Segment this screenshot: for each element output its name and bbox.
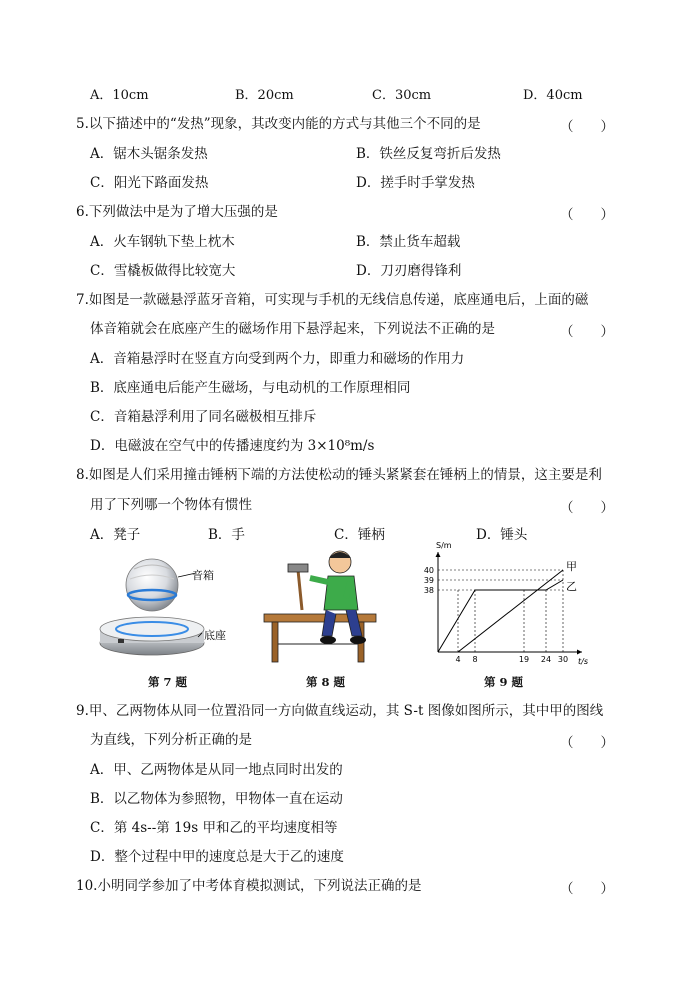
q5-answer-paren: （ ） — [560, 119, 614, 135]
q7-option-c: C．音箱悬浮利用了同名磁极相互排斥 — [90, 409, 317, 425]
figure-9-st-chart — [418, 540, 596, 668]
figure-7-caption: 第 7 题 — [148, 675, 188, 689]
q9-stem-line1: 9.甲、乙两物体从同一位置沿同一方向做直线运动，其 S-t 图像如图所示，其中甲的图线 — [76, 703, 604, 719]
series-line-1 — [458, 570, 563, 652]
man-icon — [310, 551, 366, 644]
q8-option-b: B．手 — [208, 527, 245, 543]
q7-stem-line1: 7.如图是一款磁悬浮蓝牙音箱，可实现与手机的无线信息传递，底座通电后，上面的磁 — [76, 292, 589, 308]
series-line-2 — [438, 580, 563, 652]
q7-option-d: D．电磁波在空气中的传播速度约为 3×10⁸m/s — [90, 438, 375, 454]
q9-option-d: D．整个过程中甲的速度总是大于乙的速度 — [90, 849, 344, 865]
q8-stem-line2: 用了下列哪一个物体有惯性 — [90, 497, 252, 513]
figure-7-maglev-speaker — [92, 555, 252, 670]
speaker-base-icon — [100, 617, 204, 655]
q8-option-c: C．锤柄 — [334, 527, 385, 543]
q6-option-a: A．火车钢轨下垫上枕木 — [90, 234, 235, 250]
q6-stem: 6.下列做法中是为了增大压强的是 — [76, 204, 278, 220]
q4-option-c: C．30cm — [372, 88, 432, 103]
q7-answer-paren: （ ） — [560, 324, 614, 340]
figure-8-caption: 第 8 题 — [306, 675, 346, 689]
q6-option-b: B．禁止货车超载 — [356, 234, 461, 250]
q8-option-a: A．凳子 — [90, 527, 141, 543]
x-tick-24: 24 — [540, 655, 552, 664]
label-speaker: 音箱 — [192, 569, 214, 582]
y-axis-label: S/m — [436, 541, 452, 550]
q5-stem: 5.以下描述中的“发热”现象，其改变内能的方式与其他三个不同的是 — [76, 116, 481, 132]
q4-option-d: D．40cm — [523, 88, 583, 103]
y-tick-40: 40 — [423, 566, 434, 575]
q7-option-b: B．底座通电后能产生磁场，与电动机的工作原理相同 — [90, 380, 411, 396]
y-tick-38: 38 — [423, 586, 434, 595]
figure-8-hammer-scene — [262, 548, 380, 670]
q4-option-a: A．10cm — [90, 88, 149, 103]
q10-stem: 10.小明同学参加了中考体育模拟测试，下列说法正确的是 — [76, 878, 422, 894]
y-axis-arrow — [436, 552, 441, 557]
q9-stem-line2: 为直线，下列分析正确的是 — [90, 732, 252, 748]
q10-answer-paren: （ ） — [560, 881, 614, 897]
q9-option-c: C．第 4s--第 19s 甲和乙的平均速度相等 — [90, 820, 338, 836]
x-tick-19: 19 — [518, 655, 530, 664]
label-base: 底座 — [204, 629, 226, 642]
q7-option-a: A．音箱悬浮时在竖直方向受到两个力，即重力和磁场的作用力 — [90, 351, 465, 367]
series-label-2: 乙 — [566, 580, 577, 593]
q9-option-b: B．以乙物体为参照物，甲物体一直在运动 — [90, 791, 343, 807]
q9-option-a: A．甲、乙两物体是从同一地点同时出发的 — [90, 762, 343, 778]
q4-option-b: B．20cm — [235, 88, 294, 103]
x-tick-4: 4 — [455, 655, 461, 664]
hammer-icon — [288, 564, 308, 610]
q5-option-d: D．搓手时手掌发热 — [356, 175, 475, 191]
y-tick-39: 39 — [423, 576, 434, 585]
speaker-sphere-icon — [126, 559, 178, 611]
q8-stem-line1: 8.如图是人们采用撞击锤柄下端的方法使松动的锤头紧紧套在锤柄上的情景，这主要是利 — [76, 467, 602, 483]
q6-option-c: C．雪橇板做得比较宽大 — [90, 263, 236, 279]
q8-answer-paren: （ ） — [560, 500, 614, 516]
series-label-1: 甲 — [566, 560, 577, 573]
q6-answer-paren: （ ） — [560, 207, 614, 223]
q9-answer-paren: （ ） — [560, 735, 614, 751]
x-tick-8: 8 — [472, 655, 478, 664]
figure-9-caption: 第 9 题 — [484, 675, 524, 689]
q6-option-d: D．刀刃磨得锋利 — [356, 263, 462, 279]
q5-option-b: B．铁丝反复弯折后发热 — [356, 146, 501, 162]
q5-option-a: A．锯木头锯条发热 — [90, 146, 208, 162]
q5-option-c: C．阳光下路面发热 — [90, 175, 209, 191]
x-axis-arrow — [577, 650, 582, 655]
q8-option-d: D．锤头 — [476, 527, 528, 543]
q7-stem-line2: 体音箱就会在底座产生的磁场作用下悬浮起来，下列说法不正确的是 — [90, 321, 495, 337]
x-axis-label: t/s — [578, 657, 588, 666]
x-tick-30: 30 — [557, 655, 569, 664]
